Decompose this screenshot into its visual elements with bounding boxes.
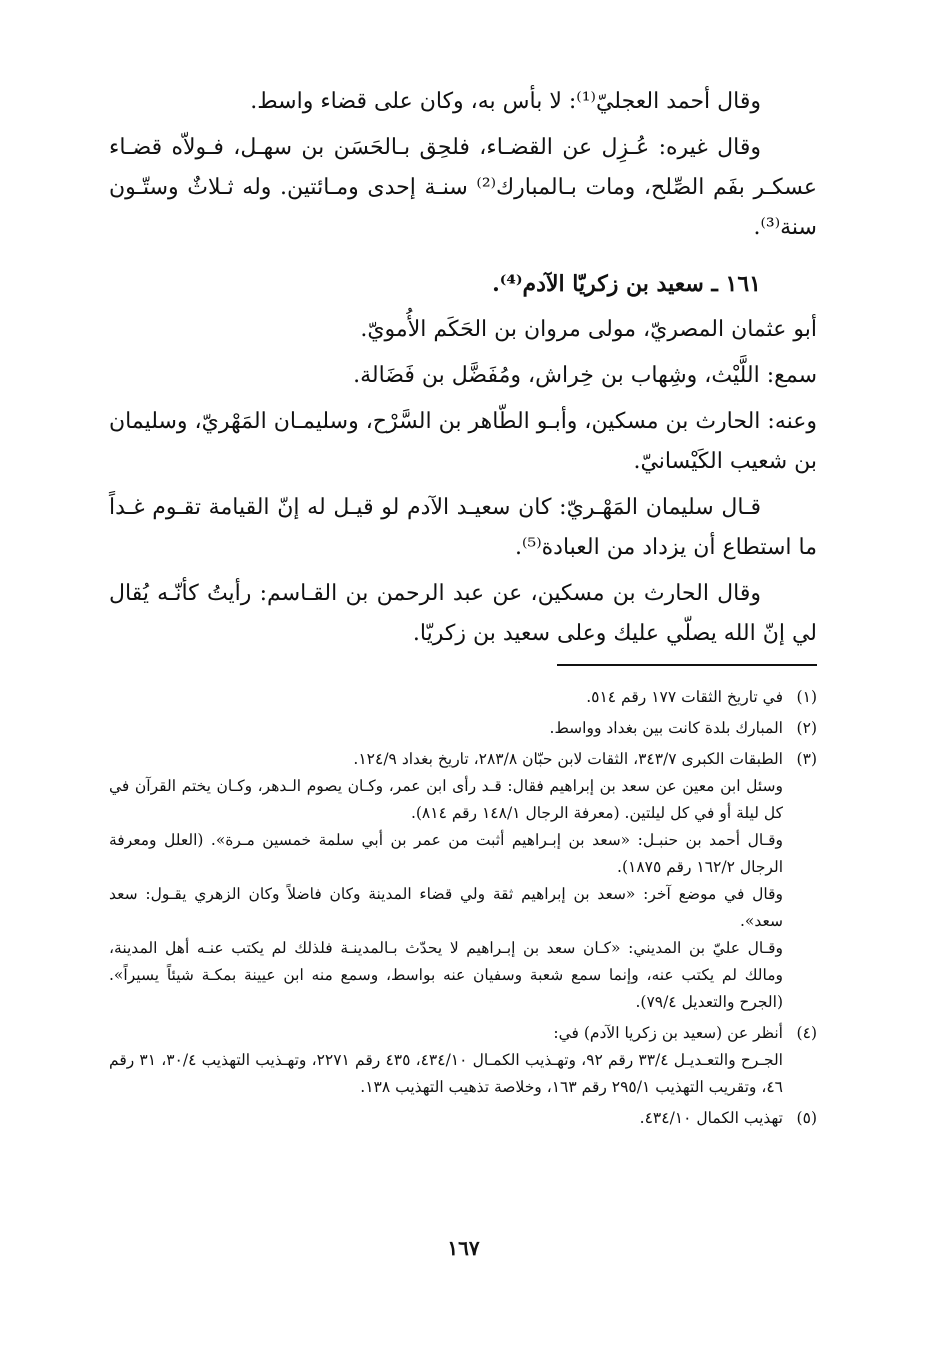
footnote-5 [109, 1105, 817, 1132]
kunya-line: أبو عثمان المصريّ، مولى مروان بن الحَكَم الأُمويّ. [360, 317, 817, 342]
footnote-text: الطبقات الكبرى ٣٤٣/٧، الثقات لابن حبّان ٢٨٣/٨، تاريخ بغداد ١٢٤/٩. [353, 750, 783, 768]
footnote-text: وقـال أحمد بن حنبـل: «سعد بن إبـراهيم أثبت من عمر بن أبي سلمة خمسين مـرة». (العلل ومعرفة الرجال ١٦٢/٢ رقم ١٨٧٥). [109, 831, 783, 876]
footnote-number: (٢) [796, 719, 817, 737]
students-line: وعنه: الحارث بن مسكين، وأبـو الطّاهر بن السَّرْح، وسليمـان المَهْريّ، وسليمان بن شعيب الكَيْسانيّ. [109, 409, 817, 474]
footnote-2 [109, 715, 817, 742]
footnote-number: (٤) [796, 1024, 817, 1042]
footnote-text: المبارك بلدة كانت بين بغداد وواسط. [549, 719, 783, 737]
paragraph-harith: وقال الحارث بن مسكين، عن عبد الرحمن بن القـاسم: رأيتُ كأنّـه يُقال لي إنّ الله يصلّي عليك وعلى سعيد بن زكريّا. [109, 581, 817, 646]
footnote-body [109, 684, 783, 711]
footnote-body [109, 1020, 783, 1101]
footnote-text: وقال في موضع آخر: «سعد بن إبراهيم ثقة ولي قضاء المدينة وكان فاضلاً وكان الزهري يقـول: سعد سعد». [109, 885, 783, 930]
footnote-text: وقـال عليّ بن المديني: «كـان سعد بن إبـراهيم لا يحدّث بـالمدينـة فلذلك لم يكتب عنـه أهل المدينة، ومالك لم يكتب عنه، وإنما سمع شعبة وسفيان عنه بواسط، وسمع منه ابن عيينة بمكـة شيئاً يسيراً». (الجرح والتعديل ٧٩/٤). [109, 939, 783, 1011]
footnote-body [109, 746, 783, 1016]
footnote-text: الجـرح والتعـديـل ٣٣/٤ رقم ٩٢، وتهـذيب الكمـال ٤٣٤/١٠، ٤٣٥ رقم ٢٢٧١، وتهـذيب التهذيب ٣٠/٤، ٣١ رقم ٤٦، وتقريب التهذيب ٢٩٥/١ رقم ١٦٣، وخلاصة تذهيب التهذيب ١٣٨. [109, 1051, 783, 1096]
footnote-body [109, 1105, 783, 1132]
footnote-text: في تاريخ الثقات ١٧٧ رقم ٥١٤. [586, 688, 783, 706]
footnote-number: (١) [796, 688, 817, 706]
footnote-text: تهذيب الكمال ٤٣٤/١٠. [639, 1109, 783, 1127]
paragraph-dismissal: وقال غيره: عُـزِل عن القضـاء، فلحِق بـالحَسَن بن سهـل، فـولاّه قضـاء عسكـر بفَم الصِّلح، ومات بـالمبارك⁽²⁾ سنـة إحدى ومـائتين. وله ثـلاثٌ وستّـون سنة⁽³⁾. [109, 135, 817, 240]
footnote-body [109, 715, 783, 742]
footnote-1 [109, 684, 817, 711]
footnote-text: وسئل ابن معين عن سعد بن إبراهيم فقال: قـد رأى ابن عمر، وكـان يصوم الـدهر، وكـان يختم القرآن في كل ليلة أو في كل ليلتين. (معرفة الرجال ١٤٨/١ رقم ٨١٤). [109, 777, 783, 822]
paragraph-mahri: قـال سليمان المَهْـريّ: كان سعيـد الآدم لو قيـل له إنّ القيامة تقـوم غـداً ما استطاع أن يزداد من العبادة⁽⁵⁾. [109, 495, 817, 560]
footnote-number: (٣) [796, 750, 817, 768]
footnotes [109, 684, 817, 1136]
footnote-text: أنظر عن (سعيد بن زكريا الآدم) في: [553, 1024, 783, 1042]
footnote-4 [109, 1020, 817, 1101]
teachers-line: سمع: اللَّيْث، وشِهاب بن خِراش، ومُفَضَّل بن فَضَالة. [353, 363, 817, 388]
paragraph-ajli: وقال أحمد العجليّ⁽¹⁾: لا بأس به، وكان على قضاء واسط. [250, 89, 761, 114]
footnote-divider [557, 664, 817, 666]
footnote-3 [109, 746, 817, 1016]
main-text [109, 82, 817, 660]
page-number: ١٦٧ [447, 1236, 480, 1260]
footnote-number: (٥) [796, 1109, 817, 1127]
entry-heading: ١٦١ ـ سعيد بن زكريّا الآدم⁽⁴⁾. [492, 271, 761, 297]
